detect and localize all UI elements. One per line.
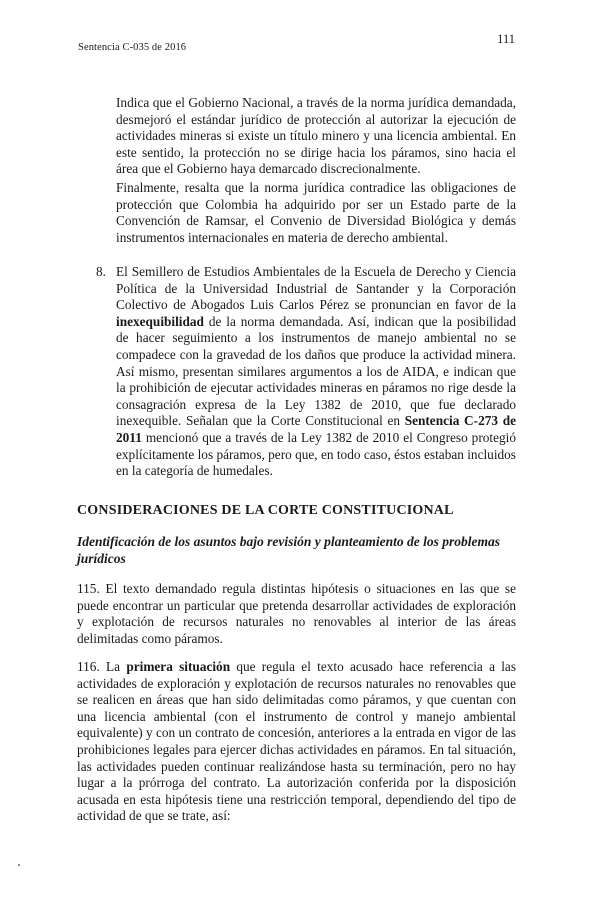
p116-text-b: que regula el texto acusado hace referencia a las actividades de exploración y explotación de recursos naturales no renovables que se realicen en áreas que han sido delimitadas como páramos, y que cuentan con una licencia ambiental (con el instrumento de control y manejo ambiental equivalente) y con un contrato de concesión, anteriores a la entrada en vigor de las prohibiciones legales para ejercer dichas actividades en páramos. En tal situación, las actividades pueden continuar realizándose hasta su terminación, pero no hay lugar a la prórroga del contrato. La autorización conferida por la disposición acusada en esta hipótesis tiene una restricción temporal, dependiendo del tipo de actividad de que se trate, así: <box>77 659 517 824</box>
scan-speck <box>18 864 20 866</box>
paragraph-116 <box>77 659 516 825</box>
paragraph-ramsar: Finalmente, resalta que la norma jurídica contradice las obligaciones de protección que Colombia ha adquirido por ser un Estado parte de la Convención de Ramsar, el Convenio de Diversidad Biológica y demás instrumentos internacionales en materia de derecho ambiental. <box>116 180 516 245</box>
paragraph-gobierno-nacional: Indica que el Gobierno Nacional, a través de la norma jurídica demandada, desmejoró el estándar jurídico de protección al autorizar la ejecución de actividades mineras si existe un título minero y una licencia ambiental. En este sentido, la protección no se dirige hacia los páramos, sino hacia el área que el Gobierno haya demarcado discrecionalmente. <box>116 95 516 177</box>
item-8-text-c: mencionó que a través de la Ley 1382 de 2010 el Congreso protegió explícitamente los páramos, pero que, en todo caso, éstos estaban incluidos en la categoría de humedales. <box>116 429 516 479</box>
subsection-heading: Identificación de los asuntos bajo revisión y planteamiento de los problemas jurídicos <box>77 534 501 566</box>
p116-bold-primera-situacion: primera situación <box>126 659 231 674</box>
p116-text-a: 116. La <box>77 659 127 674</box>
paragraph-115: 115. El texto demandado regula distintas hipótesis o situaciones en las que se puede encontrar un particular que pretenda desarrollar actividades de exploración y explotación de recursos naturales no renovables al interior de las áreas delimitadas como páramos. <box>77 581 516 646</box>
numbered-item-8 <box>96 264 516 479</box>
item-number: 8. <box>96 264 106 279</box>
section-heading: CONSIDERACIONES DE LA CORTE CONSTITUCIONAL <box>77 503 454 518</box>
page-number: 111 <box>497 32 515 46</box>
item-8-text <box>116 264 516 480</box>
item-8-text-a: El Semillero de Estudios Ambientales de la Escuela de Derecho y Ciencia Política de la Universidad Industrial de Santander y la Corporación Colectivo de Abogados Luis Carlos Pérez se pronuncian en favor de la <box>116 264 516 313</box>
running-header: Sentencia C-035 de 2016 <box>78 42 187 53</box>
item-8-bold-sentencia: Sentencia C-273 de 2011 <box>116 413 516 445</box>
item-8-text-b: de la norma demandada. Así, indican que la posibilidad de hacer seguimiento a los instrumentos de manejo ambiental no se compadece con la gravedad de los daños que produce la actividad minera. Así mismo, presentan similares argumentos a los de AIDA, e indican que la prohibición de ejecutar actividades mineras en páramos no rige desde la consagración expresa de la Ley 1382 de 2010, que fue declarado inexequible. Señalan que la Corte Constitucional en <box>116 313 516 429</box>
item-8-bold-inexequibilidad: inexequibilidad <box>116 313 204 329</box>
